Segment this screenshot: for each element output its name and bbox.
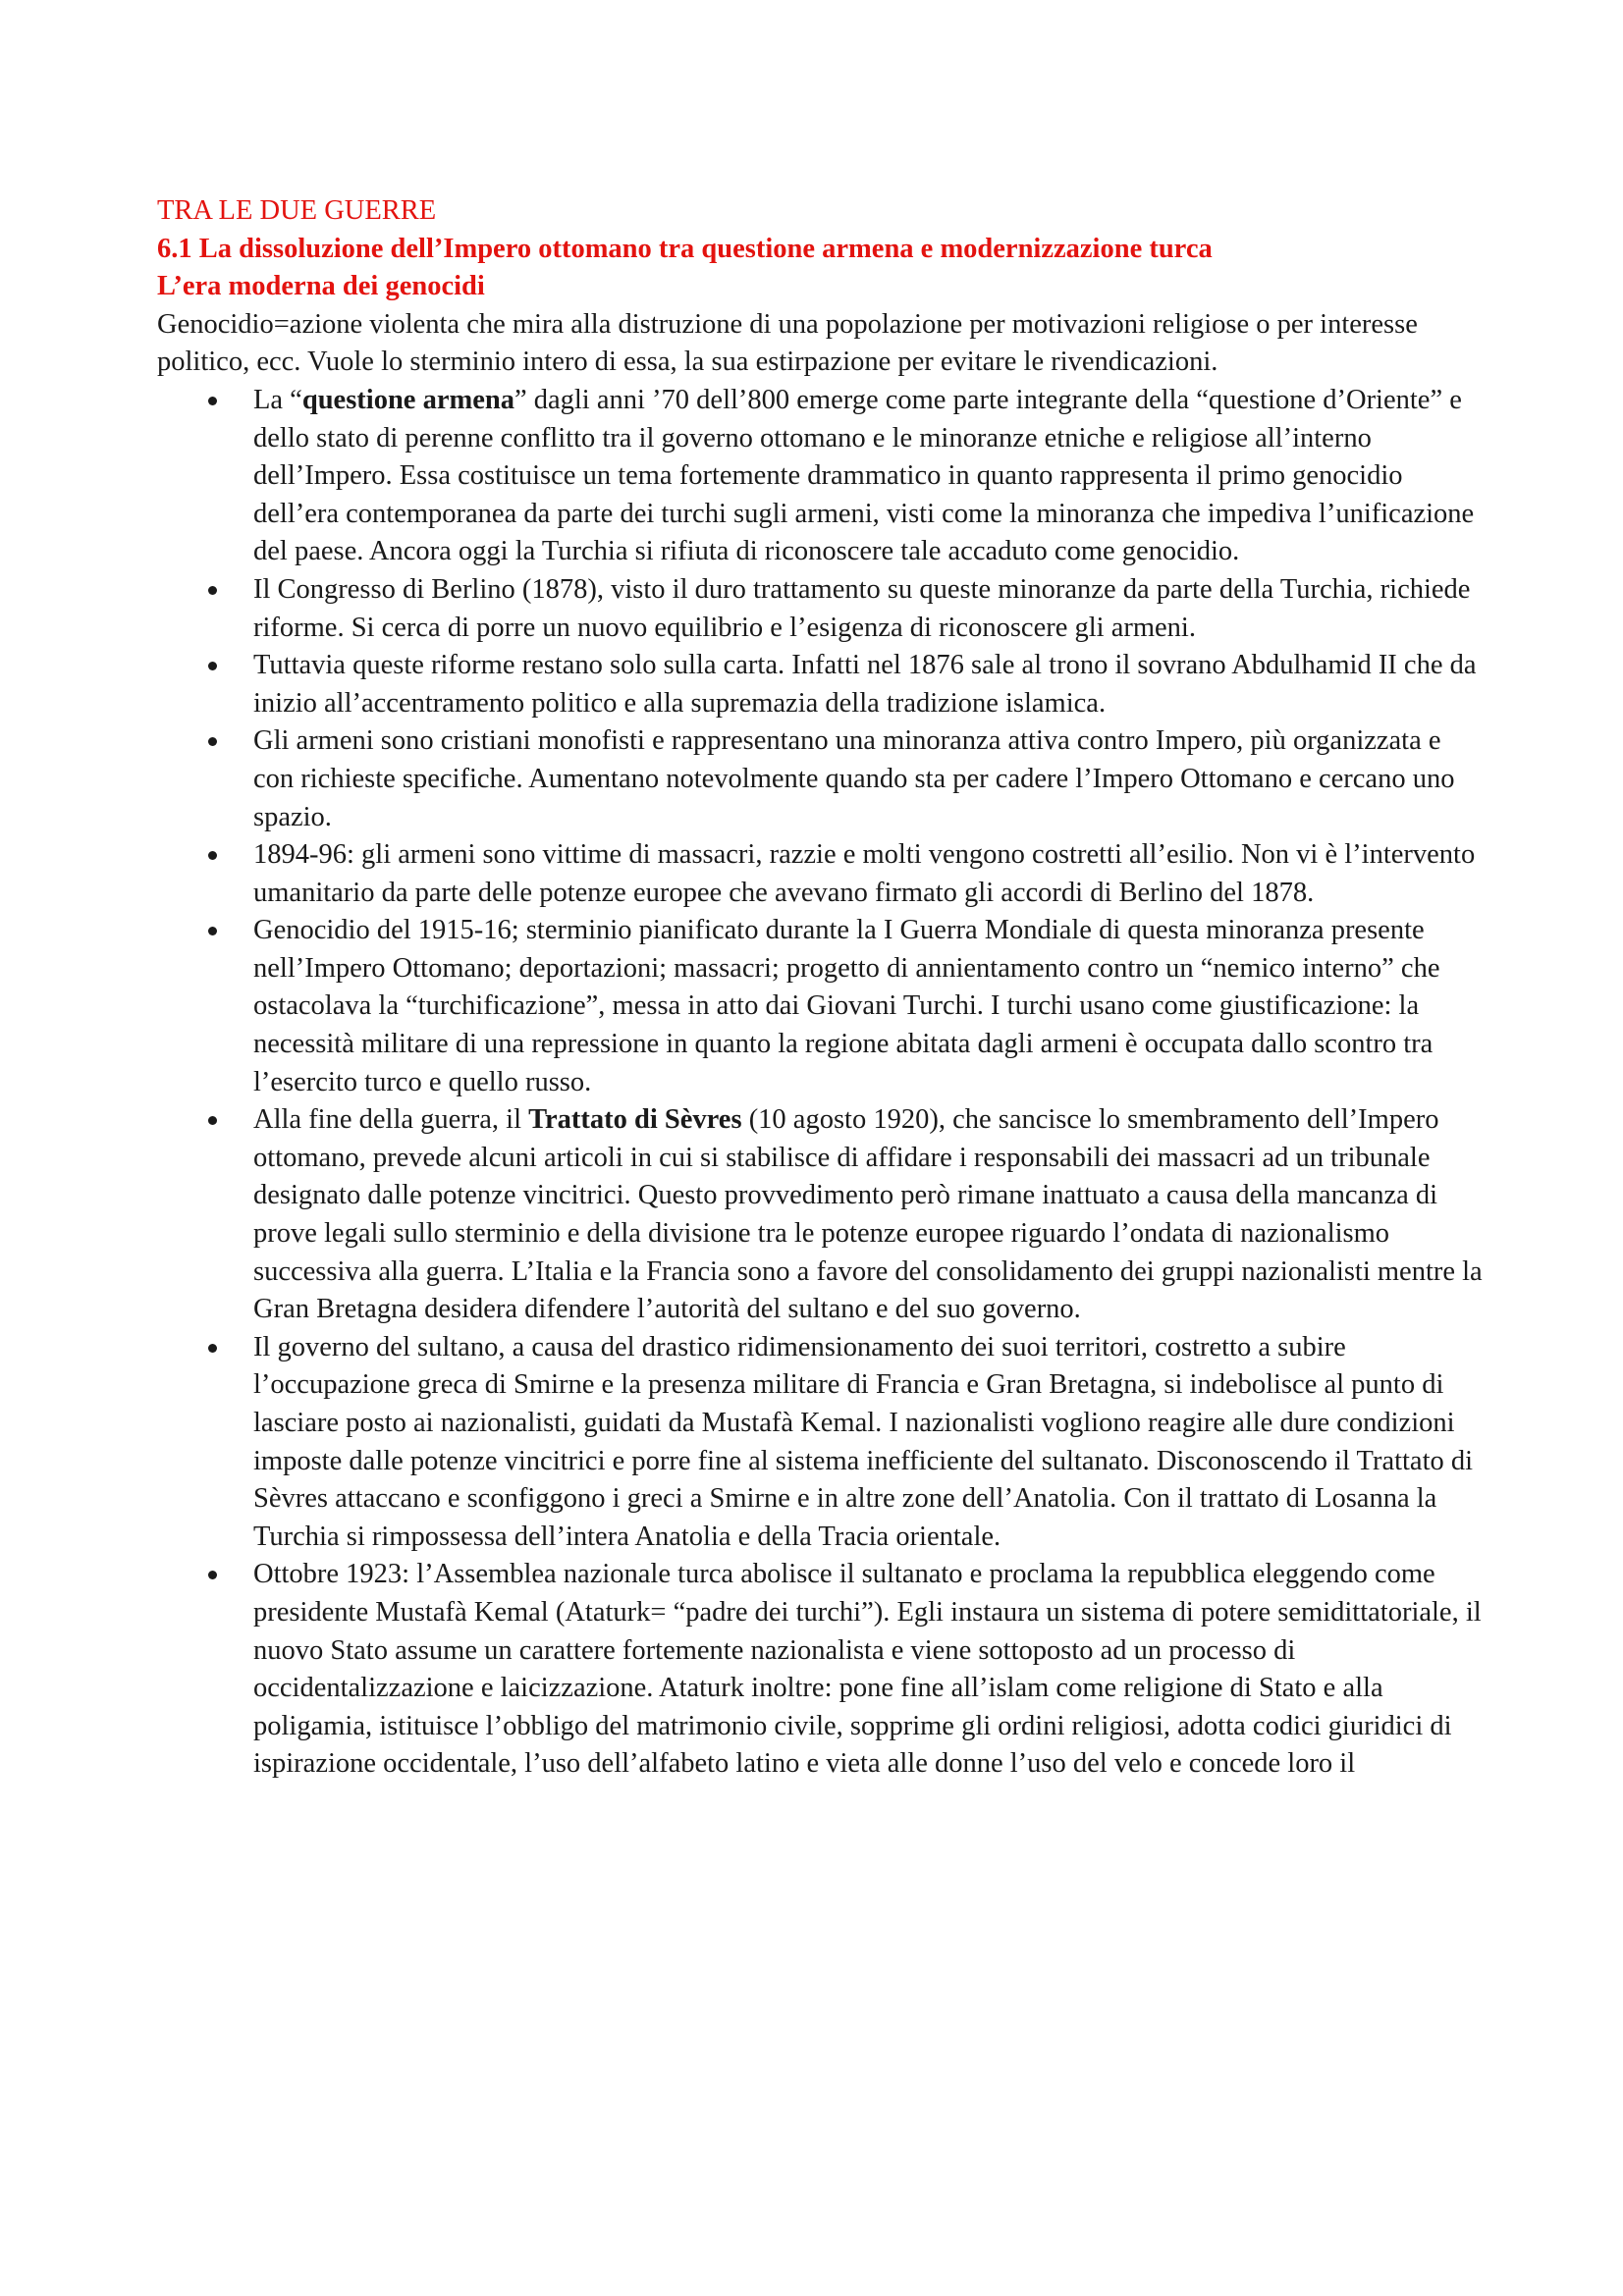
list-item xyxy=(157,647,1483,722)
list-item-text: Tuttavia queste riforme restano solo sulla carta. Infatti nel 1876 sale al trono il sovrano Abdulhamid II che da inizio all’accentramento politico e alla supremazia della tradizione islamica. xyxy=(253,650,1477,719)
list-item xyxy=(157,571,1483,647)
bullet-icon xyxy=(208,662,217,670)
list-item-text: Il Congresso di Berlino (1878), visto il duro trattamento su queste minoranze da parte della Turchia, richiede riforme. Si cerca di porre un nuovo equilibrio e l’esigenza di riconoscere gli armeni. xyxy=(253,573,1471,643)
bullet-icon xyxy=(208,851,217,860)
section-heading: 6.1 La dissoluzione dell’Impero ottomano tra questione armena e modernizzazione turca xyxy=(157,233,1213,264)
bullet-icon xyxy=(208,1571,217,1579)
bullet-icon xyxy=(208,586,217,595)
list-item-text: 1894-96: gli armeni sono vittime di massacri, razzie e molti vengono costretti all’esilio. Non vi è l’intervento umanitario da parte delle potenze europee che avevano firmato gli accordi di Berlino del 1878. xyxy=(253,839,1476,908)
bullet-list xyxy=(157,382,1483,1784)
list-item-text: (10 agosto 1920), che sancisce lo smembramento dell’Impero ottomano, prevede alcuni articoli in cui si stabilisce di affidare i responsabili dei massacri ad un tribunale designato dalle potenze vincitrici. Questo provvedimento però rimane inattuato a causa della mancanza di prove legali sullo sterminio e della divisione tra le potenze europee riguardo l’ondata di nazionalismo successiva alla guerra. L’Italia e la Francia sono a favore del consolidamento dei gruppi nazionalisti mentre la Gran Bretagna desidera difendere l’autorità del sultano e del suo governo. xyxy=(253,1104,1483,1325)
bullet-icon xyxy=(208,927,217,935)
list-item xyxy=(157,912,1483,1101)
document-body xyxy=(157,192,1483,1784)
list-item xyxy=(157,1101,1483,1329)
list-item xyxy=(157,1556,1483,1784)
list-item-text: ” dagli anni ’70 dell’800 emerge come parte integrante della “questione d’Oriente” e dello stato di perenne conflitto tra il governo ottomano e le minoranze etniche e religiose all’interno dell’Impero. Essa costituisce un tema fortemente drammatico in quanto rappresenta il primo genocidio dell’era contemporanea da parte dei turchi sugli armeni, visti come la minoranza che impediva l’unificazione del paese. Ancora oggi la Turchia si rifiuta di riconoscere tale accaduto come genocidio. xyxy=(253,384,1475,567)
list-item-text: Gli armeni sono cristiani monofisti e rappresentano una minoranza attiva contro Impero, più organizzata e con richieste specifiche. Aumentano notevolmente quando sta per cadere l’Impero Ottomano e cercano uno spazio. xyxy=(253,725,1455,832)
list-item xyxy=(157,836,1483,912)
subheading: L’era moderna dei genocidi xyxy=(157,271,485,302)
list-item-bold: questione armena xyxy=(301,384,514,415)
list-item-text: Il governo del sultano, a causa del drastico ridimensionamento dei suoi territori, costretto a subire l’occupazione greca di Smirne e la presenza militare di Francia e Gran Bretagna, si indebolisce al punto di lasciare posto ai nazionalisti, guidati da Mustafà Kemal. I nazionalisti vogliono reagire alle dure condizioni imposte dalle potenze vincitrici e porre fine al sistema inefficiente del sultanato. Disconoscendo il Trattato di Sèvres attaccano e sconfiggono i greci a Smirne e in altre zone dell’Anatolia. Con il trattato di Losanna la Turchia si rimpossessa dell’intera Anatolia e della Tracia orientale. xyxy=(253,1331,1474,1552)
bullet-icon xyxy=(208,1344,217,1353)
list-item-text: Ottobre 1923: l’Assemblea nazionale turca abolisce il sultanato e proclama la repubblica eleggendo come presidente Mustafà Kemal (Ataturk= “padre dei turchi”). Egli instaura un sistema di potere semidittatoriale, il nuovo Stato assume un carattere fortemente nazionalista e viene sottoposto ad un processo di occidentalizzazione e laicizzazione. Ataturk inoltre: pone fine all’islam come religione di Stato e alla poligamia, istituisce l’obbligo del matrimonio civile, sopprime gli ordini religiosi, adotta codici giuridici di ispirazione occidentale, l’uso dell’alfabeto latino e vieta alle donne l’uso del velo e concede loro il xyxy=(253,1559,1482,1780)
bullet-icon xyxy=(208,737,217,746)
list-item-text: Genocidio del 1915-16; sterminio pianificato durante la I Guerra Mondiale di questa minoranza presente nell’Impero Ottomano; deportazioni; massacri; progetto di annientamento contro un “nemico interno” che ostacolava la “turchificazione”, messa in atto dai Giovani Turchi. I turchi usano come giustificazione: la necessità militare di una repressione in quanto la regione abitata dagli armeni è occupata dallo scontro tra l’esercito turco e quello russo. xyxy=(253,915,1440,1097)
list-item-text: Alla fine della guerra, il xyxy=(253,1104,529,1136)
bullet-icon xyxy=(208,397,217,405)
intro-paragraph: Genocidio=azione violenta che mira alla distruzione di una popolazione per motivazioni religiose o per interesse politico, ecc. Vuole lo sterminio intero di essa, la sua estirpazione per evitare le rivendicazioni. xyxy=(157,308,1418,378)
list-item-text: La “ xyxy=(253,384,302,415)
bullet-icon xyxy=(208,1116,217,1125)
document-title: TRA LE DUE GUERRE xyxy=(157,195,437,226)
list-item xyxy=(157,1329,1483,1557)
list-item xyxy=(157,722,1483,836)
list-item xyxy=(157,382,1483,571)
list-item-bold: Trattato di Sèvres xyxy=(528,1104,742,1136)
